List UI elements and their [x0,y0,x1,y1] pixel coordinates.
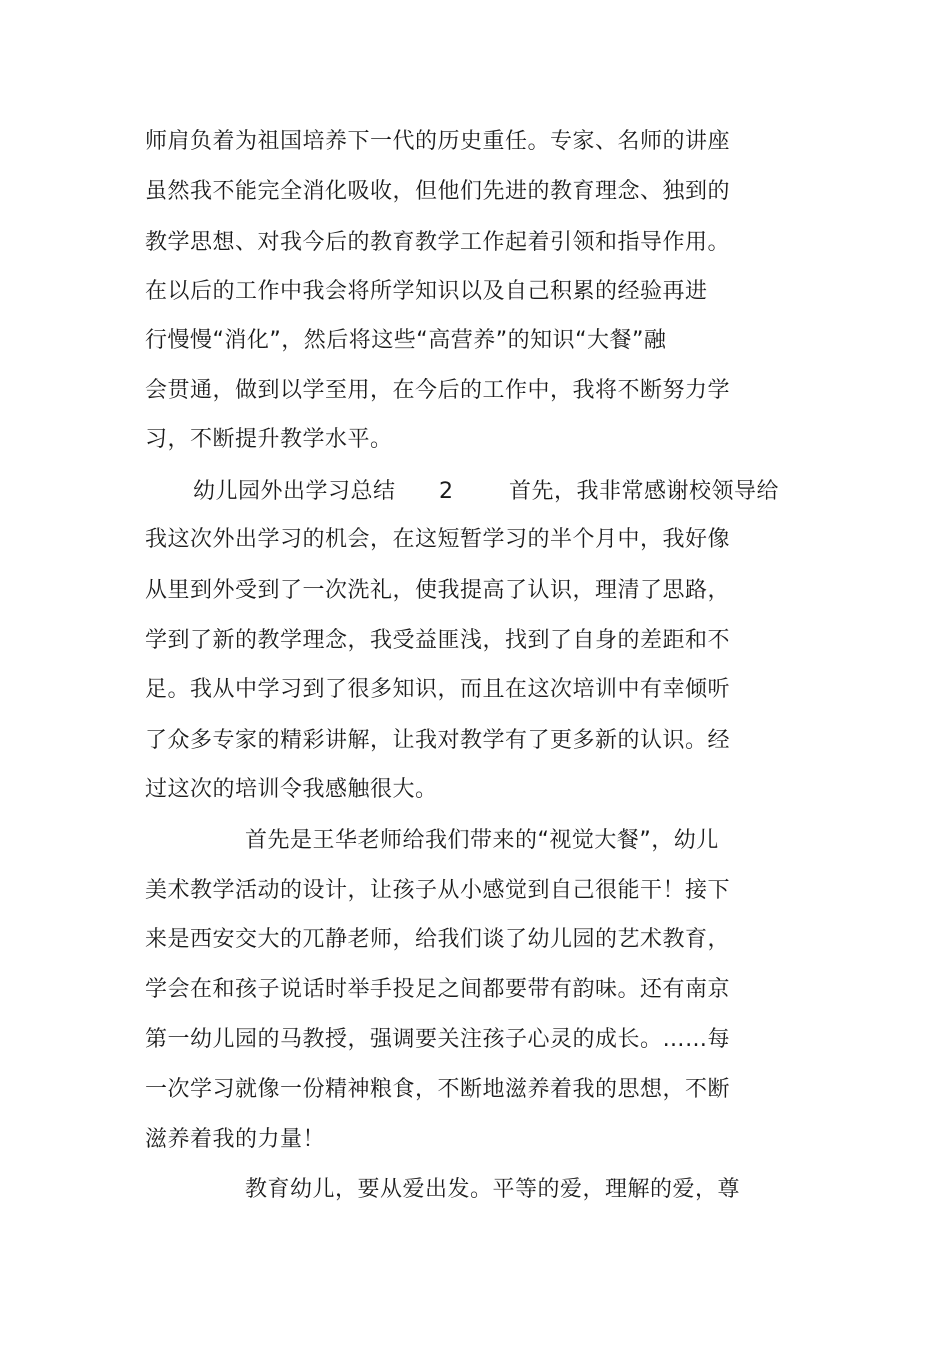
text-line: 过这次的培训令我感触很大。 [145,777,438,802]
text-line: 学会在和孩子说话时举手投足之间都要带有韵味。还有南京 [145,977,731,1002]
text-line: 一次学习就像一份精神粮食，不断地滋养着我的思想，不断 [145,1077,731,1102]
text-line: 在以后的工作中我会将所学知识以及自己积累的经验再进 [145,279,708,304]
text-line: 习，不断提升教学水平。 [145,427,393,452]
text-line-indented: 教育幼儿，要从爱出发。平等的爱，理解的爱，尊 [245,1177,741,1202]
text-line: 我这次外出学习的机会，在这短暂学习的半个月中，我好像 [145,527,731,552]
text-line: 学到了新的教学理念，我受益匪浅，找到了自身的差距和不 [145,628,731,653]
text-line: 行慢慢“消化”，然后将这些“高营养”的知识“大餐”融 [145,328,667,353]
text-line: 来是西安交大的兀静老师，给我们谈了幼儿园的艺术教育， [145,927,731,952]
text-line: 第一幼儿园的马教授，强调要关注孩子心灵的成长。……每 [145,1027,731,1052]
section-number: 2 [439,479,454,504]
text-line: 从里到外受到了一次洗礼，使我提高了认识，理清了思路， [145,578,731,603]
text-line-indented: 首先是王华老师给我们带来的“视觉大餐”，幼儿 [245,828,719,853]
text-line: 足。我从中学习到了很多知识，而且在这次培训中有幸倾听 [145,677,731,702]
section-title: 幼儿园外出学习总结 [193,479,396,504]
text-line: 了众多专家的精彩讲解，让我对教学有了更多新的认识。经 [145,728,731,753]
text-line: 滋养着我的力量！ [145,1127,326,1152]
text-line: 教学思想、对我今后的教育教学工作起着引领和指导作用。 [145,230,731,255]
text-line: 会贯通，做到以学至用，在今后的工作中，我将不断努力学 [145,378,731,403]
text-line: 美术教学活动的设计，让孩子从小感觉到自己很能干！接下 [145,878,731,903]
text-line: 虽然我不能完全消化吸收，但他们先进的教育理念、独到的 [145,179,731,204]
text-line: 师肩负着为祖国培养下一代的历史重任。专家、名师的讲座 [145,129,731,154]
section-heading-line [193,477,779,507]
section-continuation: 首先，我非常感谢校领导给 [509,479,780,504]
